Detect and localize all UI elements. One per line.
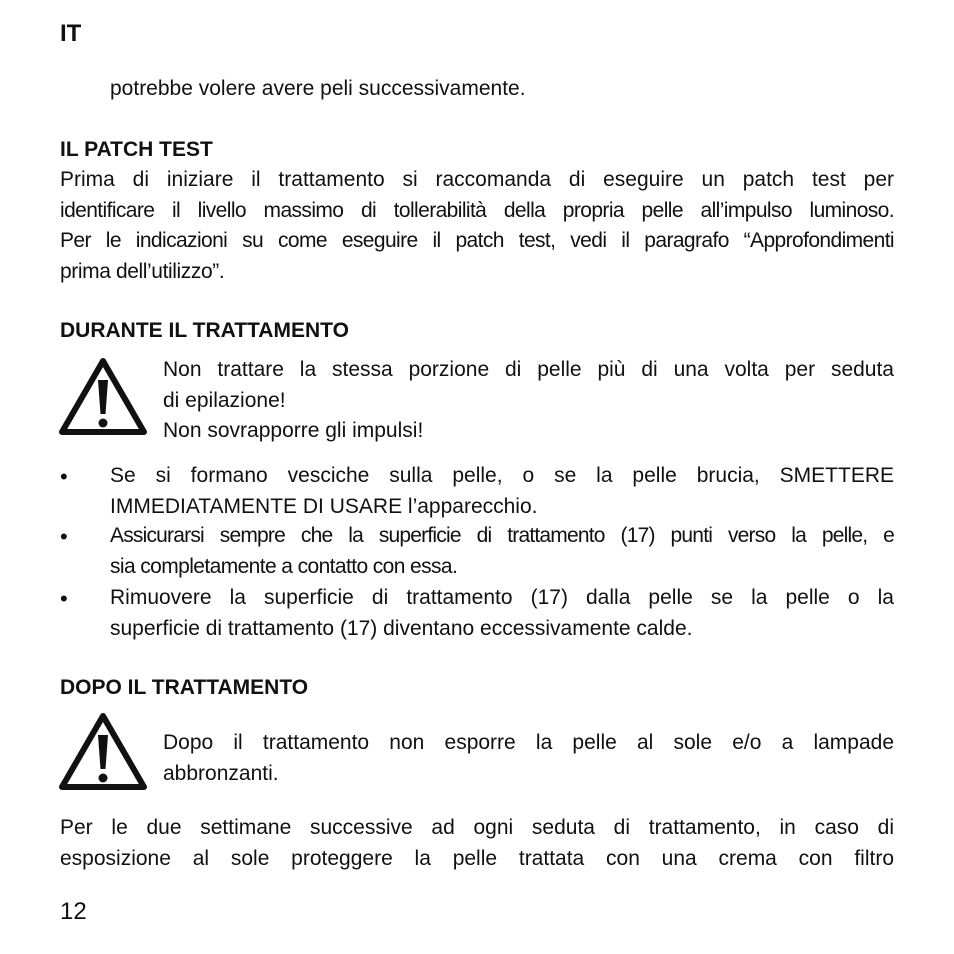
warning-line: abbronzanti. — [163, 761, 279, 785]
bullet-symbol: • — [60, 524, 68, 549]
warning-triangle-icon — [58, 356, 148, 436]
bullet-line: sia completamente a contatto con essa. — [110, 554, 458, 578]
paragraph-line: esposizione al sole proteggere la pelle trattata con una crema con filtro — [60, 846, 894, 870]
bullet-line: Rimuovere la superficie di trattamento (17) dalla pelle se la pelle o la — [110, 586, 894, 609]
intro-continuation: potrebbe volere avere peli successivamente. — [110, 77, 526, 100]
paragraph-line: identificare il livello massimo di tollerabilità della propria pelle all’impulso luminoso. — [60, 198, 894, 222]
paragraph-line: Prima di iniziare il trattamento si raccomanda di eseguire un patch test per — [60, 168, 894, 191]
after-warning-text — [163, 728, 894, 789]
paragraph-line: Per le due settimane successive ad ogni seduta di trattamento, in caso di — [60, 816, 894, 839]
paragraph-line: prima dell’utilizzo”. — [60, 259, 225, 283]
bullet-item — [110, 461, 894, 522]
section-heading-patch-test: IL PATCH TEST — [60, 138, 213, 161]
bullet-item — [110, 521, 894, 582]
bullet-line: superficie di trattamento (17) diventano eccessivamente calde. — [110, 616, 693, 640]
warning-line: Non trattare la stessa porzione di pelle più di una volta per seduta — [163, 358, 894, 381]
warning-line: Non sovrapporre gli impulsi! — [163, 419, 424, 442]
bullet-line: Se si formano vesciche sulla pelle, o se la pelle brucia, SMETTERE — [110, 464, 894, 487]
bullet-symbol: • — [60, 586, 68, 611]
warning-triangle-icon — [58, 711, 148, 791]
patch-test-paragraph — [60, 165, 894, 287]
bullet-item — [110, 583, 894, 644]
section-heading-during-treatment: DURANTE IL TRATTAMENTO — [60, 319, 349, 342]
paragraph-line: Per le indicazioni su come eseguire il patch test, vedi il paragrafo “Approfondimenti — [60, 229, 894, 252]
bullet-line: IMMEDIATAMENTE DI USARE l’apparecchio. — [110, 494, 538, 518]
after-closing-paragraph — [60, 813, 894, 874]
page-number: 12 — [60, 898, 87, 925]
warning-line: Dopo il trattamento non esporre la pelle al sole e/o a lampade — [163, 731, 894, 754]
during-warning-text — [163, 355, 894, 447]
bullet-symbol: • — [60, 464, 68, 489]
bullet-line: Assicurarsi sempre che la superficie di trattamento (17) punti verso la pelle, e — [110, 524, 894, 547]
language-tag: IT — [60, 20, 82, 47]
section-heading-after-treatment: DOPO IL TRATTAMENTO — [60, 676, 309, 699]
warning-line: di epilazione! — [163, 388, 286, 412]
